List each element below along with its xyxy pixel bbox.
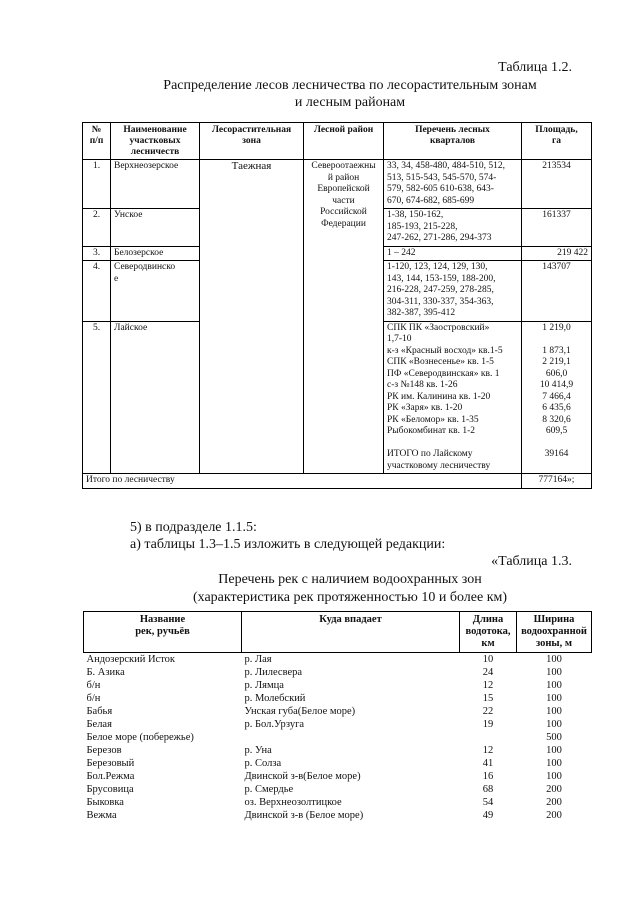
- table-row: [84, 744, 592, 757]
- table-row: [84, 796, 592, 809]
- table-row: [83, 160, 592, 209]
- river-length: 19: [482, 719, 494, 730]
- table-row: [84, 809, 592, 822]
- river-length: 41: [482, 758, 494, 769]
- table-caption-1-2: Таблица 1.2.: [498, 60, 572, 75]
- river-name: Березов: [86, 745, 122, 756]
- river-outflow: р. Лая: [244, 654, 272, 665]
- river-outflow: р. Бол.Урзуга: [244, 719, 305, 730]
- river-name: Брусовица: [86, 784, 134, 795]
- river-name: Березовый: [86, 758, 135, 769]
- row-name: Северодвинско е: [111, 261, 200, 322]
- river-name: б/н: [86, 693, 101, 704]
- row-kvartals: 1-38, 150-162, 185-193, 215-228, 247-262, 271-286, 294-373: [384, 209, 522, 247]
- river-zone-width: 100: [546, 693, 562, 704]
- river-length: 16: [482, 771, 494, 782]
- table-header-row: [83, 123, 592, 160]
- river-length: 12: [482, 745, 494, 756]
- river-length: 12: [482, 680, 494, 691]
- table-title-line1: Распределение лесов лесничества по лесорастительным зонам: [163, 78, 537, 93]
- col-header-river-name: Название рек, ручьёв: [84, 612, 242, 653]
- row-kvartals: 1-120, 123, 124, 129, 130, 143, 144, 153-159, 188-200, 216-228, 247-259, 278-285, 304-311, 330-337, 354-363, 382-387, 395-412: [384, 261, 522, 322]
- river-length: 15: [482, 693, 494, 704]
- row-kvartals: 33, 34, 458-480, 484-510, 512, 513, 515-543, 545-570, 574- 579, 582-605 610-638, 643- 670, 674-682, 685-699: [384, 160, 522, 209]
- col-header-region: Лесной район: [304, 123, 384, 160]
- river-zone-width: 100: [546, 706, 562, 717]
- paragraph-instruction: а) таблицы 1.3–1.5 изложить в следующей редакции:: [130, 537, 446, 552]
- table-row: [84, 653, 592, 667]
- river-outflow: р. Лямца: [244, 680, 284, 691]
- rivers-table: [83, 611, 592, 822]
- col-header-outflow: Куда впадает: [242, 612, 460, 653]
- row-name: Лайское: [111, 321, 200, 474]
- river-zone-width: 200: [546, 784, 562, 795]
- rivers-title-line1: Перечень рек с наличием водоохранных зон: [218, 572, 482, 587]
- river-name: Белое море (побережье): [86, 732, 194, 743]
- river-length: 10: [482, 654, 494, 665]
- total-label: Итого по лесничеству: [83, 474, 522, 489]
- table-row: [84, 666, 592, 679]
- col-header-zone: Лесорастительная зона: [200, 123, 304, 160]
- rivers-title-line2: (характеристика рек протяженностью 10 и более км): [192, 590, 508, 605]
- table-row: [84, 705, 592, 718]
- river-name: Быковка: [86, 797, 124, 808]
- row-name: Верхнеозерское: [111, 160, 200, 209]
- river-zone-width: 100: [546, 680, 562, 691]
- river-outflow: р. Уна: [244, 745, 272, 756]
- row-num: 2.: [83, 209, 111, 247]
- table-caption-1-3: «Таблица 1.3.: [491, 554, 572, 569]
- total-value: 777164»;: [522, 474, 592, 489]
- row-area: 219 422: [522, 246, 592, 261]
- table-row: [84, 679, 592, 692]
- river-name: Вежма: [86, 810, 117, 821]
- river-outflow: Двинской з-в (Белое море): [244, 810, 364, 821]
- region-cell: Североотаежны й район Европейской части Российской Федерации: [304, 160, 384, 474]
- row-num: 3.: [83, 246, 111, 261]
- col-header-width: Ширина водоохранной зоны, м: [517, 612, 592, 653]
- table-row: [84, 770, 592, 783]
- river-name: б/н: [86, 680, 101, 691]
- row-name: Белозерское: [111, 246, 200, 261]
- river-outflow: Унская губа(Белое море): [244, 706, 356, 717]
- river-name: Андозерский Исток: [86, 654, 176, 665]
- zone-cell: Таежная: [200, 160, 304, 474]
- table-total-row: [83, 474, 592, 489]
- col-header-num: № п/п: [83, 123, 111, 160]
- river-length: [460, 731, 517, 744]
- river-zone-width: 100: [546, 667, 562, 678]
- river-zone-width: 100: [546, 654, 562, 665]
- river-outflow: р. Солза: [244, 758, 282, 769]
- table-row: [84, 783, 592, 796]
- river-length: 22: [482, 706, 494, 717]
- row-num: 1.: [83, 160, 111, 209]
- river-zone-width: 100: [546, 719, 562, 730]
- row-name: Унское: [111, 209, 200, 247]
- rivers-header-row: [84, 612, 592, 653]
- table-row: [84, 692, 592, 705]
- col-header-name: Наименование участковых лесничеств: [111, 123, 200, 160]
- table-row: [84, 731, 592, 744]
- river-length: 54: [482, 797, 494, 808]
- river-zone-width: 100: [546, 745, 562, 756]
- col-header-kvartals: Перечень лесных кварталов: [384, 123, 522, 160]
- river-length: 68: [482, 784, 494, 795]
- river-length: 49: [482, 810, 494, 821]
- row-num: 4.: [83, 261, 111, 322]
- row-area: 161337: [522, 209, 592, 247]
- river-outflow: р. Лилесвера: [244, 667, 303, 678]
- paragraph-subsection: 5) в подразделе 1.1.5:: [130, 520, 257, 535]
- river-outflow: [242, 731, 460, 744]
- river-zone-width: 200: [546, 797, 562, 808]
- row-kvartals: 1 – 242: [384, 246, 522, 261]
- table-title-line2: и лесным районам: [294, 95, 406, 110]
- river-zone-width: 500: [546, 732, 562, 743]
- river-zone-width: 100: [546, 758, 562, 769]
- river-outflow: р. Смердье: [244, 784, 294, 795]
- col-header-length: Длина водотока, км: [460, 612, 517, 653]
- river-name: Б. Азика: [86, 667, 125, 678]
- forest-distribution-table: [82, 122, 592, 489]
- river-outflow: Двинской з-в(Белое море): [244, 771, 361, 782]
- row-kvartals: СПК ПК «Заостровский» 1,7-10 к-з «Красный восход» кв.1-5 СПК «Вознесенье» кв. 1-5 ПФ «Северодвинская» кв. 1 с-з №148 кв. 1-26 РК им. Калинина кв. 1-20 РК «Заря» кв. 1-20 РК «Беломор» кв. 1-35 Рыбокомбинат кв. 1-2 ИТОГО по Лайскому участковому лесничеству: [384, 321, 522, 474]
- river-name: Бол.Режма: [86, 771, 135, 782]
- river-outflow: р. Молебский: [244, 693, 306, 704]
- river-length: 24: [482, 667, 494, 678]
- row-area: 213534: [522, 160, 592, 209]
- table-row: [84, 718, 592, 731]
- river-name: Бабья: [86, 706, 113, 717]
- row-area: 143707: [522, 261, 592, 322]
- row-num: 5.: [83, 321, 111, 474]
- row-area: 1 219,0 1 873,1 2 219,1 606,0 10 414,9 7 466,4 6 435,6 8 320,6 609,5 39164: [522, 321, 592, 474]
- table-row: [84, 757, 592, 770]
- river-zone-width: 200: [546, 810, 562, 821]
- river-name: Белая: [86, 719, 112, 730]
- col-header-area: Площадь, га: [522, 123, 592, 160]
- river-zone-width: 100: [546, 771, 562, 782]
- river-outflow: оз. Верхнеозолтицкое: [244, 797, 342, 808]
